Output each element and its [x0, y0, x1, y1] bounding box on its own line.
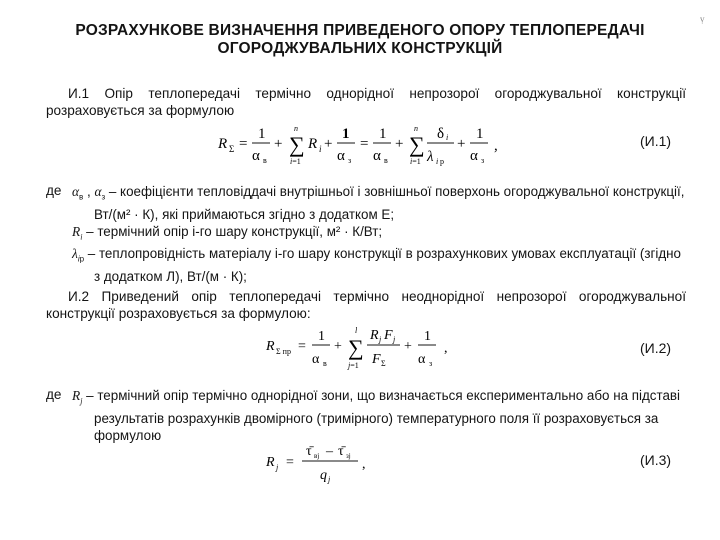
svg-text:в: в: [323, 359, 327, 368]
svg-text:в: в: [384, 156, 388, 165]
svg-text:1: 1: [318, 329, 325, 344]
svg-text:α: α: [252, 148, 260, 164]
equation-3-number: (И.3): [640, 452, 672, 468]
svg-text:1: 1: [258, 126, 266, 142]
svg-text:+: +: [334, 339, 342, 354]
page-title-line-1: РОЗРАХУНКОВЕ ВИЗНАЧЕННЯ ПРИВЕДЕНОГО ОПОРУ ТЕПЛОПЕРЕДАЧІ: [75, 22, 645, 39]
svg-text:∑: ∑: [409, 132, 425, 157]
svg-text:R: R: [218, 136, 228, 152]
equation-3: [262, 440, 372, 488]
svg-text:1: 1: [342, 126, 350, 142]
svg-text:l: l: [355, 326, 358, 335]
svg-text:j: j: [393, 335, 396, 344]
equation-1-number: (И.1): [640, 133, 672, 149]
svg-text:j: j: [328, 475, 331, 484]
svg-text:+: +: [274, 136, 283, 152]
section-2-text: [46, 288, 686, 322]
svg-text:i: i: [436, 157, 439, 166]
svg-text:+: +: [324, 136, 333, 152]
svg-text:1: 1: [379, 126, 387, 142]
definition-alpha-text: – коефіцієнти тепловіддачі внутрішньої і зовнішньої поверхонь огороджувальної конструкції, Вт/(м² · К), які приймаються згідно з додатком Е;: [94, 184, 685, 222]
svg-text:Σ пр: Σ пр: [276, 347, 291, 356]
svg-text:i: i: [446, 133, 449, 142]
svg-text:з: з: [348, 156, 352, 165]
svg-text:=: =: [360, 136, 369, 152]
svg-text:1: 1: [424, 329, 431, 344]
svg-text:j=1: j=1: [348, 361, 359, 370]
svg-text:R: R: [308, 136, 318, 152]
equation-1: [214, 118, 504, 168]
svg-text:j: j: [379, 335, 382, 344]
definitions-1: [72, 183, 688, 285]
svg-text:i=1: i=1: [290, 157, 301, 166]
svg-text:+: +: [457, 136, 466, 152]
svg-text:,: ,: [494, 138, 498, 154]
svg-text:F: F: [384, 328, 393, 343]
svg-text:α: α: [312, 352, 320, 367]
definitions-1-de: де: [46, 183, 62, 198]
svg-text:=: =: [239, 136, 248, 152]
svg-text:в: в: [263, 156, 267, 165]
svg-text:R: R: [370, 328, 379, 343]
svg-text:τ̄: τ̄: [306, 444, 312, 459]
definitions-2: [72, 387, 688, 444]
svg-text:α: α: [470, 148, 478, 164]
svg-text:q: q: [320, 468, 327, 483]
definition-alpha: $\alpha_в$ , $\alpha_з$ – коефіцієнти тепловіддачі внутрішньої і зовнішньої поверхонь огороджувальної конструкції, Вт/(м² · К), які приймаються згідно з додатком Е;: [72, 184, 685, 222]
equation-2-number: (И.2): [640, 340, 672, 356]
svg-text:∑: ∑: [289, 132, 305, 157]
svg-text:λ: λ: [427, 149, 434, 165]
svg-text:Σ: Σ: [381, 359, 386, 368]
svg-text:j: j: [276, 463, 279, 472]
svg-text:α: α: [418, 352, 426, 367]
svg-text:α: α: [337, 148, 345, 164]
svg-text:n: n: [414, 124, 418, 133]
svg-text:∑: ∑: [348, 335, 364, 360]
svg-text:+: +: [395, 136, 404, 152]
section-2-paragraph: И.2 Приведений опір теплопередачі термічно неоднорідної непрозорої огороджувальної конструкції розраховується за формулою:: [46, 289, 686, 321]
svg-text:τ̄: τ̄: [338, 444, 344, 459]
svg-text:R: R: [266, 455, 275, 470]
definition-rj-text: – термічний опір термічно однорідної зони, що визначається експериментально або на підставі результатів розрахунків двомірного (тримірного) температурного поля її розраховується за формулою: [86, 388, 681, 443]
page-title-line-2: ОГОРОДЖУВАЛЬНИХ КОНСТРУКЦІЙ: [217, 40, 503, 57]
svg-text:з: з: [429, 359, 433, 368]
definition-lambda-text: – теплопровідність матеріалу i-го шару конструкції в розрахункових умовах експлуатації (згідно з додатком Л), Вт/(м · К);: [87, 246, 682, 285]
svg-text:р: р: [440, 157, 444, 166]
svg-text:1: 1: [476, 126, 484, 142]
svg-text:вj: вj: [314, 452, 320, 460]
equation-2: [262, 320, 462, 374]
svg-text:Σ: Σ: [229, 144, 235, 154]
svg-text:i: i: [319, 144, 322, 154]
svg-text:R: R: [266, 339, 275, 354]
svg-text:,: ,: [362, 457, 366, 472]
svg-text:n: n: [294, 124, 298, 133]
section-1-text: [46, 85, 686, 119]
svg-text:=: =: [286, 455, 294, 470]
svg-text:=: =: [298, 339, 306, 354]
svg-text:з: з: [481, 156, 485, 165]
definition-r-text: – термічний опір i-го шару конструкції, м² · К/Вт;: [86, 223, 383, 239]
svg-text:α: α: [373, 148, 381, 164]
definition-r: $R_i$ – термічний опір i-го шару конструкції, м² · К/Вт;: [72, 223, 383, 242]
definition-rj: $R_j$ – термічний опір термічно однорідної зони, що визначається експериментально або на підставі результатів розрахунків двомірного (тримірного) температурного поля її розраховується за формулою: [72, 388, 681, 443]
svg-text:,: ,: [444, 341, 448, 356]
svg-text:i=1: i=1: [410, 157, 421, 166]
svg-text:зj: зj: [346, 452, 351, 460]
definitions-2-de: де: [46, 387, 62, 402]
svg-text:F: F: [372, 352, 381, 367]
corner-mark: ṿ: [700, 14, 705, 24]
definition-lambda: $\lambda_{iр}$ – теплопровідність матеріалу i-го шару конструкції в розрахункових умовах експлуатації (згідно з додатком Л), Вт/(м · К);: [72, 246, 682, 285]
section-1-paragraph: И.1 Опір теплопередачі термічно однорідної непрозорої огороджувальної конструкції розраховується за формулою: [46, 86, 686, 118]
svg-text:δ: δ: [437, 126, 445, 142]
svg-text:+: +: [404, 339, 412, 354]
svg-text:–: –: [326, 444, 333, 459]
